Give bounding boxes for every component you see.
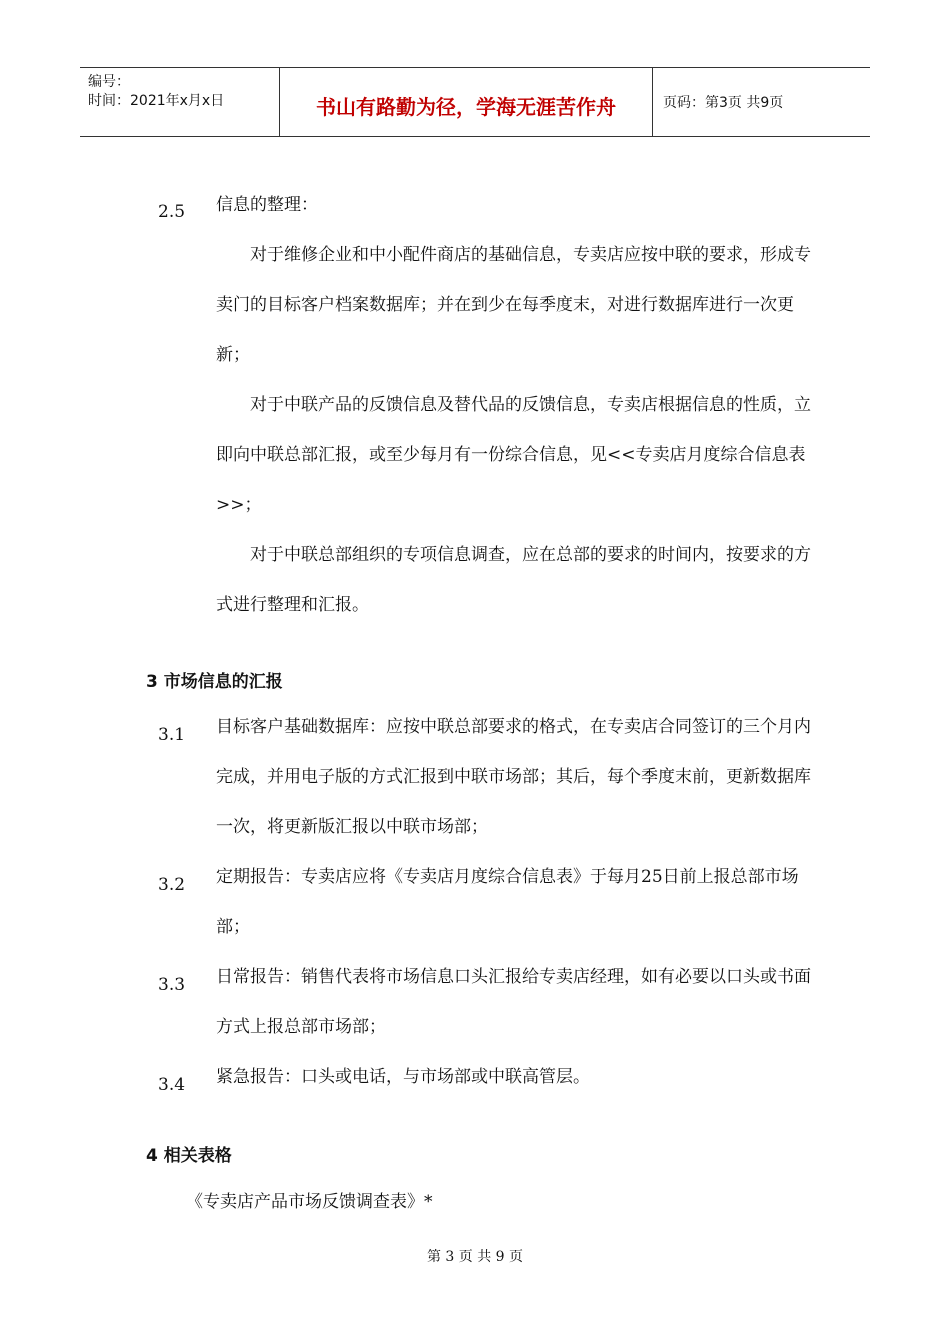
header-page-info: 页码：第3页 共9页 — [663, 95, 784, 111]
page-footer: 第 3 页 共 9 页 — [426, 1249, 524, 1265]
paragraph: 对于维修企业和中小配件商店的基础信息，专卖店应按中联的要求，形成专卖门的目标客户档案数据库；并在到少在每季度末，对进行数据库进行一次更新； — [216, 245, 811, 365]
section-number: 2.5 — [158, 202, 186, 222]
number-label: 编号： — [88, 74, 130, 90]
table-reference: 《专卖店产品市场反馈调查表》* — [186, 1192, 433, 1212]
item-number: 3.1 — [158, 725, 186, 745]
section-heading: 3 市场信息的汇报 — [146, 672, 283, 692]
item-number: 3.4 — [158, 1075, 186, 1095]
section-heading: 4 相关表格 — [146, 1146, 232, 1166]
list-item: 定期报告：专卖店应将《专卖店月度综合信息表》于每月25日前上报总部市场部； — [216, 867, 799, 937]
item-number: 3.2 — [158, 875, 186, 895]
list-item: 紧急报告：口头或电话，与市场部或中联高管层。 — [216, 1067, 590, 1087]
header-meta — [80, 68, 280, 136]
page-header — [80, 67, 870, 137]
date-label: 时间：2021年x月x日 — [88, 93, 225, 109]
paragraph: 对于中联总部组织的专项信息调查，应在总部的要求的时间内，按要求的方式进行整理和汇报。 — [216, 545, 811, 615]
paragraph: 对于中联产品的反馈信息及替代品的反馈信息，专卖店根据信息的性质，立即向中联总部汇报，或至少每月有一份综合信息，见<<专卖店月度综合信息表>>； — [216, 395, 811, 515]
section-title: 信息的整理： — [216, 195, 318, 215]
item-number: 3.3 — [158, 975, 186, 995]
list-item: 日常报告：销售代表将市场信息口头汇报给专卖店经理，如有必要以口头或书面方式上报总部市场部； — [216, 967, 811, 1037]
list-item: 目标客户基础数据库：应按中联总部要求的格式，在专卖店合同签订的三个月内完成，并用电子版的方式汇报到中联市场部；其后，每个季度末前，更新数据库一次，将更新版汇报以中联市场部； — [216, 717, 811, 837]
header-motto: 书山有路勤为径，学海无涯苦作舟 — [280, 68, 653, 136]
